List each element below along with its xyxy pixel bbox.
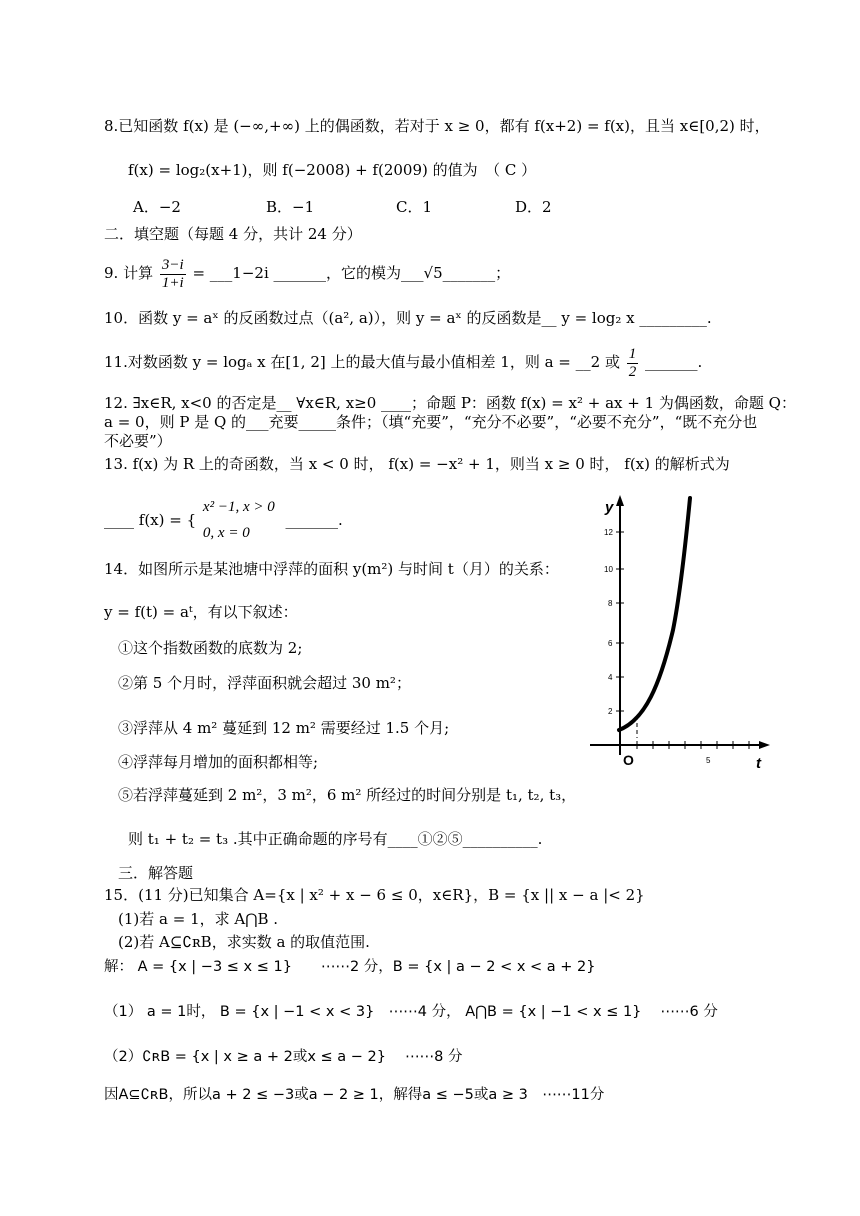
- q12-line3: 不必要”）: [104, 432, 172, 450]
- q15-line1: 15．(11 分)已知集合 A={x | x² + x − 6 ≤ 0，x∈R}，B = {x || x − a |< 2}: [104, 886, 645, 904]
- y-tick-4: 4: [608, 673, 613, 682]
- q14-line1: 14．如图所示是某池塘中浮萍的面积 y(m²) 与时间 t（月）的关系：: [104, 560, 559, 578]
- q13-answer: [104, 494, 343, 546]
- y-axis-label: y: [605, 499, 614, 516]
- section3-title: 三．解答题: [118, 864, 194, 882]
- q14-item-3: ③浮萍从 4 m² 蔓延到 12 m² 需要经过 1.5 个月;: [118, 719, 450, 737]
- y-tick-6: 6: [608, 639, 613, 648]
- q13-piecewise: [203, 494, 275, 546]
- q9-mid: = ___1−2i _______，它的模为___: [192, 264, 424, 282]
- q15-solution-2: （1） a = 1时， B = {x | −1 < x < 3} ⋯⋯4 分， A⋂B = {x | −1 < x ≤ 1} ⋯⋯6 分: [104, 1004, 718, 1020]
- q9-frac-num: 3−i: [161, 256, 184, 273]
- exponential-curve: [619, 498, 690, 730]
- t-axis-label: t: [756, 755, 761, 772]
- origin-label: O: [623, 752, 634, 768]
- y-tick-12: 12: [604, 528, 613, 537]
- y-tick-2: 2: [608, 707, 613, 716]
- exponential-graph: [585, 490, 775, 775]
- q11-fraction: [627, 346, 639, 381]
- q14-item-1: ①这个指数函数的底数为 2;: [118, 639, 303, 657]
- y-tick-8: 8: [608, 599, 613, 608]
- q9-line: [104, 253, 510, 293]
- q14-item-4: ④浮萍每月增加的面积都相等;: [118, 753, 319, 771]
- q11-frac-num: 1: [628, 345, 637, 362]
- q11-line: [104, 342, 702, 382]
- q13-prefix: ____ f(x) = {: [104, 511, 197, 529]
- q11-text: 11.对数函数 y = logₐ x 在[1, 2] 上的最大值与最小值相差 1，则 a = __2 或: [104, 353, 620, 371]
- q14-line2: y = f(t) = aᵗ，有以下叙述：: [104, 603, 298, 621]
- q8-option-a: A．−2: [133, 198, 181, 216]
- q9-suffix: _______；: [442, 264, 511, 282]
- q12-line2: a = 0，则 P 是 Q 的___充要_____条件；（填“充要”，“充分不必要”，“必要不充分”，“既不充分也: [104, 413, 758, 431]
- q14-item-2: ②第 5 个月时，浮萍面积就会超过 30 m²；: [118, 674, 411, 692]
- q8-option-d: D．2: [515, 198, 552, 216]
- q14-conclusion: 则 t₁ + t₂ = t₃ .其中正确命题的序号有____①②⑤__________.: [128, 830, 543, 848]
- q11-suffix: _______.: [645, 353, 703, 371]
- q8-line1: 8.已知函数 f(x) 是 (−∞,+∞) 上的偶函数，若对于 x ≥ 0，都有 f(x+2) = f(x)，且当 x∈[0,2) 时，: [104, 117, 770, 135]
- q15-line2: (1)若 a = 1，求 A⋂B .: [118, 910, 279, 928]
- x-axis-arrow: [759, 741, 770, 749]
- q15-line3: (2)若 A⊆∁ʀB，求实数 a 的取值范围.: [118, 933, 370, 951]
- q11-frac-den: 2: [628, 363, 637, 380]
- q15-solution-4: 因A⊆∁ʀB，所以a + 2 ≤ −3或a − 2 ≥ 1，解得a ≤ −5或a ≥ 3 ⋯⋯11分: [104, 1087, 605, 1103]
- q8-option-b: B．−1: [266, 198, 315, 216]
- q9-fraction: [160, 257, 186, 292]
- section2-title: 二．填空题（每题 4 分，共计 24 分）: [104, 225, 362, 243]
- q9-prefix: 9. 计算: [104, 264, 154, 282]
- q10-line: 10．函数 y = aˣ 的反函数过点（(a², a)），则 y = aˣ 的反函数是__ y = log₂ x _________.: [104, 309, 712, 327]
- y-axis-arrow: [616, 495, 624, 506]
- q9-frac-den: 1+i: [161, 274, 184, 291]
- y-tick-10: 10: [604, 565, 613, 574]
- q9-root: √5: [423, 264, 443, 282]
- q15-solution-3: （2）∁ʀB = {x | x ≥ a + 2或x ≤ a − 2} ⋯⋯8 分: [104, 1049, 463, 1065]
- q13-line1: 13. f(x) 为 R 上的奇函数，当 x < 0 时， f(x) = −x² + 1，则当 x ≥ 0 时， f(x) 的解析式为: [104, 455, 730, 473]
- x-tick-5: 5: [706, 756, 711, 765]
- q8-line2: f(x) = log₂(x+1)，则 f(−2008) + f(2009) 的值为 （ C ）: [128, 161, 537, 179]
- q8-option-c: C．1: [396, 198, 433, 216]
- q13-case1: x² −1, x > 0: [202, 499, 275, 515]
- q13-suffix: _______.: [285, 511, 343, 529]
- q14-item-5: ⑤若浮萍蔓延到 2 m²，3 m²，6 m² 所经过的时间分别是 t₁, t₂, t₃，: [118, 786, 577, 804]
- q12-line1: 12. ∃x∈R, x<0 的否定是__ ∀x∈R, x≥0 ____；命题 P：函数 f(x) = x² + ax + 1 为偶函数，命题 Q：: [104, 394, 796, 412]
- q15-solution-1: 解： A = {x | −3 ≤ x ≤ 1} ⋯⋯2 分，B = {x | a − 2 < x < a + 2}: [104, 959, 596, 975]
- q13-case2: 0, x = 0: [202, 525, 250, 541]
